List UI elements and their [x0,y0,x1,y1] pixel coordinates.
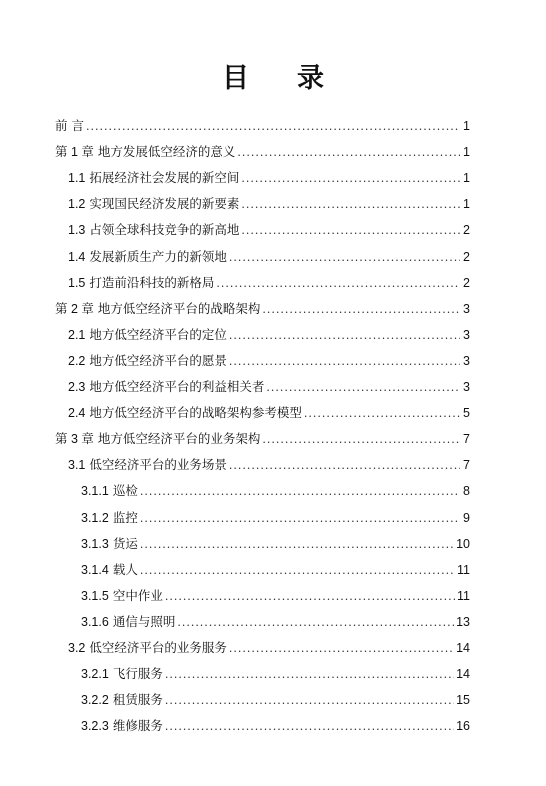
toc-entry[interactable] [81,662,470,686]
toc-entry-title: 低空经济平台的业务服务 [89,640,227,655]
toc-entry-number: 第 1 章 [55,145,94,160]
toc-entry[interactable] [68,245,470,269]
toc-entry-number: 1.5 [68,275,86,290]
dot-leader [165,663,454,687]
toc-entry[interactable] [68,401,470,425]
toc-entry-title: 言 [71,118,85,133]
toc-entry-page-number: 3 [463,327,470,342]
dot-leader [86,115,460,139]
toc-entry-page-number: 14 [456,641,470,655]
toc-entry-label [55,297,260,321]
toc-entry-label [68,192,239,216]
toc-entry-number: 3.1.2 [81,510,109,525]
toc-entry[interactable] [55,427,470,451]
toc-entry-page-number: 1 [463,119,470,133]
toc-entry-label [68,218,239,242]
toc-entry-page-number: 2 [463,249,470,264]
toc-entry-title: 地方低空经济平台的业务架构 [97,431,261,447]
toc-entry-label [81,558,138,582]
toc-entry-number: 3.2.1 [81,667,109,682]
toc-entry-number: 3.1.6 [81,614,109,629]
toc-entry-title: 发展新质生产力的新领地 [89,248,227,264]
toc-entry-number: 2.3 [68,380,86,394]
dot-leader [241,219,460,243]
toc-entry[interactable] [68,375,470,399]
toc-entry-title: 地方低空经济平台的战略架构参考模型 [89,405,302,421]
toc-entry-title: 通信与照明 [112,613,176,629]
toc-entry-label [68,636,227,660]
toc-entry-number: 3.1.1 [81,484,109,499]
toc-entry-number: 前 [55,119,68,133]
toc-entry-title: 地方低空经济平台的战略架构 [97,300,261,316]
toc-entry[interactable] [55,140,470,164]
toc-entry-page-number: 3 [463,301,470,316]
toc-entry-title: 低空经济平台的业务场景 [89,457,227,473]
toc-entry[interactable] [55,114,470,138]
toc-entry-label [68,323,227,347]
toc-entry-label [55,427,260,451]
dot-leader [140,507,460,531]
toc-entry-label [81,506,138,530]
toc-entry-page-number: 9 [463,510,470,525]
dot-leader [229,246,460,270]
dot-leader [241,193,460,217]
toc-entry-page-number: 15 [456,693,470,708]
dot-leader [304,402,460,426]
toc-entry-number: 第 3 章 [55,432,94,447]
toc-entry-title: 地方低空经济平台的定位 [89,326,227,342]
toc-entry[interactable] [68,166,470,190]
toc-entry[interactable] [68,453,470,477]
toc-entry-page-number: 11 [457,562,470,577]
toc-entry[interactable] [68,323,470,347]
toc-entry-page-number: 10 [456,536,470,551]
page-title [0,56,546,95]
toc-entry-label [68,453,227,477]
toc-entry-title: 地方低空经济平台的利益相关者 [89,379,265,394]
toc-entry-title: 维修服务 [112,718,163,734]
toc-entry-number: 3.2.3 [81,719,109,734]
toc-entry-label [81,714,163,738]
toc-entry-number: 2.1 [68,327,86,342]
toc-entry-page-number: 1 [463,197,470,212]
toc-entry-number: 3.2.2 [81,693,109,708]
toc-entry[interactable] [55,297,470,321]
toc-entry[interactable] [81,688,470,712]
toc-entry-page-number: 1 [463,171,470,186]
toc-entry-page-number: 14 [456,667,470,682]
toc-entry[interactable] [68,271,470,295]
toc-entry-page-number: 2 [463,223,470,238]
toc-entry-title: 地方低空经济平台的愿景 [89,352,227,368]
toc-entry-title: 打造前沿科技的新格局 [89,274,215,290]
toc-entry-number: 1.1 [68,171,86,186]
toc-entry-label [68,375,264,399]
dot-leader [266,376,460,400]
dot-leader [165,689,454,713]
dot-leader [229,637,454,661]
dot-leader [165,585,455,609]
dot-leader [262,298,460,322]
dot-leader [229,454,460,478]
toc-entry-number: 3.2 [68,641,86,655]
title-char-1: 目 [222,63,249,94]
toc-entry-page-number: 5 [463,406,470,421]
toc-entry-number: 2.2 [68,353,86,368]
toc-entry[interactable] [81,479,470,503]
toc-entry-number: 3.1.4 [81,562,109,577]
title-char-2: 录 [297,63,324,94]
toc-entry-title: 监控 [112,509,138,525]
toc-entry-label [81,584,163,608]
dot-leader [237,141,460,165]
toc-entry-label [68,401,302,425]
toc-entry-label [81,662,163,686]
toc-entry-title: 飞行服务 [112,666,163,682]
toc-entry-number: 3.1.5 [81,588,109,603]
toc-entry-page-number: 16 [456,719,470,734]
dot-leader [140,480,460,504]
toc-entry-page-number: 1 [463,145,470,160]
toc-entry-title: 巡检 [112,483,138,499]
toc-entry-page-number: 11 [457,588,470,603]
toc-entry-title: 货运 [112,535,138,551]
toc-entry[interactable] [68,192,470,216]
dot-leader [241,167,460,191]
toc-entry-label [68,349,227,373]
toc-entry-page-number: 2 [463,275,470,290]
toc-entry-title: 实现国民经济发展的新要素 [89,196,240,212]
dot-leader [140,533,454,557]
dot-leader [229,324,460,348]
toc-entry-number: 2.4 [68,406,86,421]
toc-entry[interactable] [68,218,470,242]
toc-entry[interactable] [81,506,470,530]
toc-entry[interactable] [81,584,470,608]
toc-entry-label [81,532,138,556]
toc-entry[interactable] [68,349,470,373]
toc-entry-page-number: 7 [463,432,470,447]
toc-entry-label [81,688,163,712]
dot-leader [216,272,460,296]
toc-entry-page-number: 7 [463,458,470,473]
toc-entry-page-number: 3 [463,380,470,394]
toc-entry[interactable] [68,636,470,660]
toc-entry-number: 3.1.3 [81,536,109,551]
toc-entry[interactable] [81,610,470,634]
toc-entry[interactable] [81,532,470,556]
toc-entry-page-number: 13 [456,614,470,629]
dot-leader [165,715,454,739]
toc-entry-title: 占领全球科技竞争的新高地 [89,222,240,238]
toc-entry-number: 3.1 [68,458,86,473]
toc-entry-label [81,610,175,634]
toc-entry-number: 1.3 [68,223,86,238]
toc-entry-number: 第 2 章 [55,301,94,316]
dot-leader [140,559,455,583]
toc-entry-title: 租赁服务 [112,692,163,708]
toc-entry-label [68,245,227,269]
dot-leader [177,611,454,635]
toc-entry-label [68,166,239,190]
toc-entry-title: 空中作业 [112,587,163,603]
toc-entry-label [81,479,138,503]
toc-entry[interactable] [81,714,470,738]
toc-entry-title: 载人 [112,561,138,577]
toc-entry-label [55,140,235,164]
toc-entry-title: 拓展经济社会发展的新空间 [89,170,240,186]
toc-entry[interactable] [81,558,470,582]
dot-leader [262,428,460,452]
toc-entry-title: 地方发展低空经济的意义 [97,144,236,160]
toc-entry-number: 1.2 [68,197,86,212]
dot-leader [229,350,460,374]
toc-entry-number: 1.4 [68,249,86,264]
toc-entry-page-number: 8 [463,484,470,499]
toc-entry-label [68,271,214,295]
toc-entry-page-number: 3 [463,353,470,368]
toc-entry-label [55,114,84,138]
